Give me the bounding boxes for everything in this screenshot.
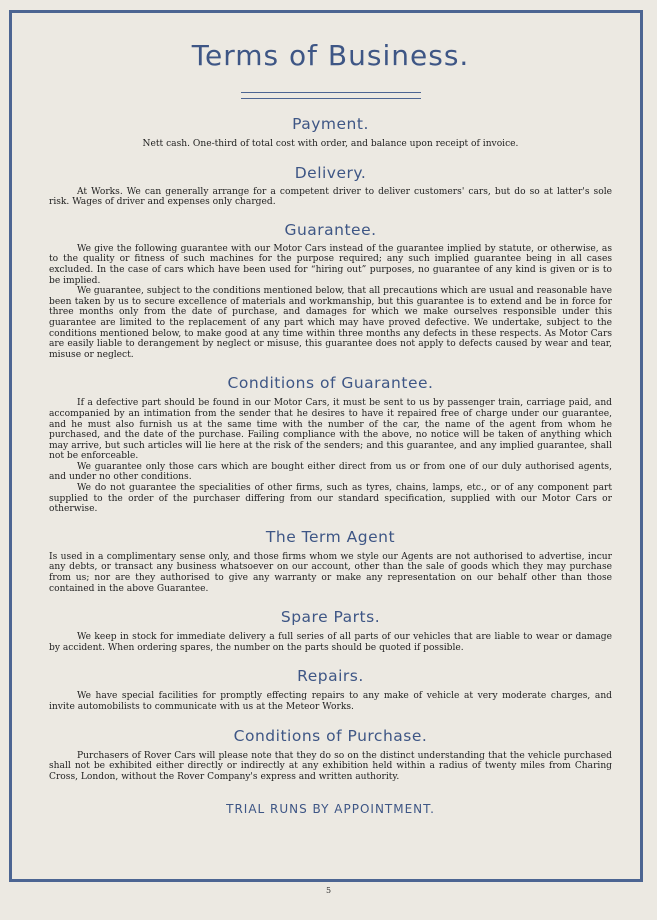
heading-guarantee: Guarantee. xyxy=(284,220,377,239)
page-border xyxy=(9,10,643,882)
page-content xyxy=(12,13,640,879)
conditions-of-guarantee-text-2: We guarantee only those cars which are bought either direct from us or from one of our duly authorised agents, and under no other conditions. xyxy=(49,461,612,483)
page-number: 5 xyxy=(325,886,332,895)
spare-parts-text: We keep in stock for immediate delivery a full series of all parts of our vehicles that are liable to wear or damage by accident. When ordering spares, the number on the parts should be quoted if possible. xyxy=(49,632,612,653)
delivery-text: At Works. We can generally arrange for a competent driver to deliver customers' cars, but do so at latter's sole risk. Wages of driver and expenses only charged. xyxy=(49,186,612,208)
heading-the-term-agent: The Term Agent xyxy=(265,527,396,546)
conditions-of-guarantee-text-3: We do not guarantee the specialities of other firms, such as tyres, chains, lamps, etc., or of any component part supplied to the order of the purchaser differing from our standard specification, supplied with our Motor Cars or otherwise. xyxy=(49,483,612,515)
trial-runs-note: TRIAL RUNS BY APPOINTMENT. xyxy=(226,802,435,817)
conditions-of-guarantee-text-1: If a defective part should be found in our Motor Cars, it must be sent to us by passenger train, carriage paid, and accompanied by an intimation from the sender that he desires to have it repaired free of charge under our guarantee, and he must also furnish us at the same time with the number of the car, the name of the agent from whom he purchased, and the date of the purchase. Failing compliance with the above, no notice will be taken of anything which may arrive, but such articles will lie here at the risk of the senders; and this guarantee, and any implied guarantee, shall not be enforceable. xyxy=(49,398,612,462)
conditions-of-purchase-text: Purchasers of Rover Cars will please note that they do so on the distinct understanding that the vehicle purchased shall not be exhibited either directly or indirectly at any exhibition held within a radius of twenty miles from Charing Cross, London, without the Rover Company's express and written authority. xyxy=(49,750,612,782)
heading-delivery: Delivery. xyxy=(294,163,367,182)
heading-payment: Payment. xyxy=(292,115,369,133)
heading-spare-parts: Spare Parts. xyxy=(280,608,381,627)
guarantee-text-1: We give the following guarantee with our Motor Cars instead of the guarantee implied by statute, or otherwise, as to the quality or fitness of such machines for the purpose required; any such implied guarantee being in all cases excluded. In the case of cars which have been used for “hiring out” purposes, no guarantee of any kind is given or is to be implied. xyxy=(49,243,612,286)
payment-text: Nett cash. One-third of total cost with order, and balance upon receipt of invoice. xyxy=(142,139,519,149)
repairs-text: We have special facilities for promptly effecting repairs to any make of vehicle at very moderate charges, and invite automobilists to communicate with us at the Meteor Works. xyxy=(49,691,612,712)
title-divider xyxy=(241,92,421,99)
term-agent-text: Is used in a complimentary sense only, and those firms whom we style our Agents are not authorised to advertise, incur any debts, or transact any business whatsoever on our account, other than the sale of goods which they may purchase from us; nor are they authorised to give any warranty or make any representation on our behalf other than those contained in the above Guarantee. xyxy=(49,551,612,594)
guarantee-text-2: We guarantee, subject to the conditions mentioned below, that all precautions which are usual and reasonable have been taken by us to secure excellence of materials and workmanship, but this guarantee is to extend and be in force for three months only from the date of purchase, and damages for which we make ourselves responsible under this guarantee are limited to the replacement of any part which may have proved defective. We undertake, subject to the conditions mentioned below, to make good at any time within three months any defects in these respects. As Motor Cars are easily liable to derangement by neglect or misuse, this guarantee does not apply to defects caused by wear and tear, misuse or neglect. xyxy=(49,286,612,360)
heading-conditions-of-guarantee: Conditions of Guarantee. xyxy=(227,374,434,393)
heading-repairs: Repairs. xyxy=(297,667,364,686)
document-title: Terms of Business. xyxy=(191,39,470,72)
heading-conditions-of-purchase: Conditions of Purchase. xyxy=(233,726,428,745)
